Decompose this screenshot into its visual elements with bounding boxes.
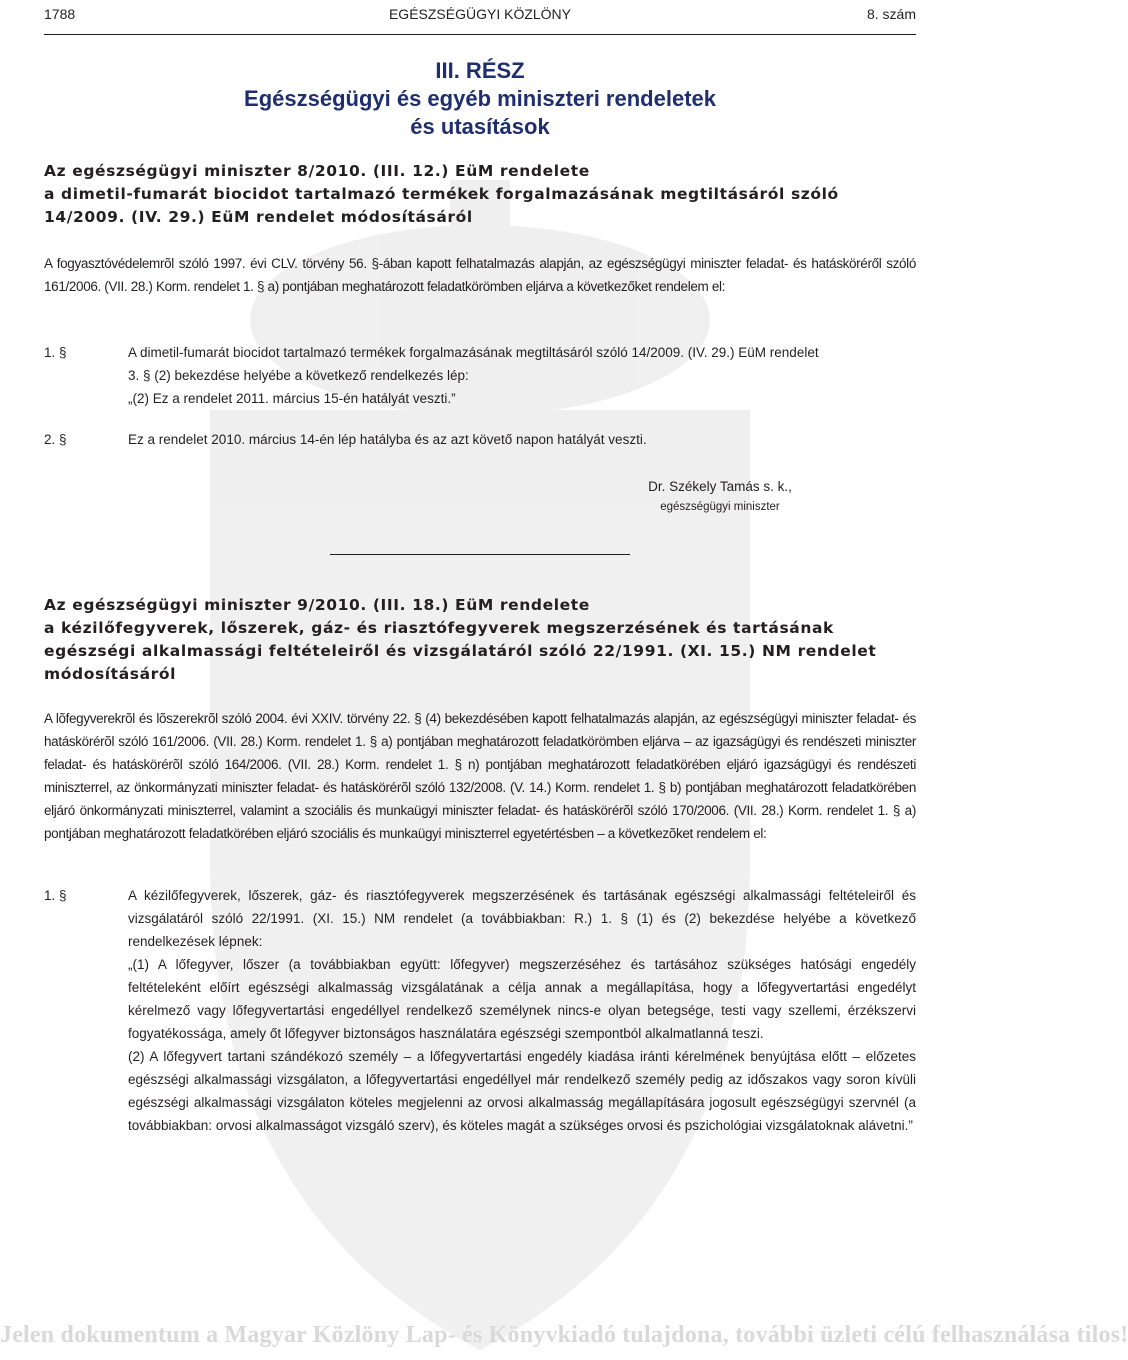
section-text: A dimetil-fumarát biocidot tartalmazó termékek forgalmazásának megtiltásáról szóló 14/2009. (IV. 29.) EüM rendelet 3. § (2) bekezdése helyébe a következő rendelkezés lép: „(2) Ez a rendelet 2011. március 15-én hatályát veszti.”: [128, 345, 819, 406]
decree2-title: Az egészségügyi miniszter 9/2010. (III. 18.) EüM rendelete a kézilőfegyverek, lőszerek, gáz- és riasztófegyverek megszerzésének és tartásának egészségi alkalmassági feltételeiről és vizsgálatáról szóló 22/1991. (XI. 15.) NM rendelet módosításáról: [44, 596, 877, 683]
part-heading: III. RÉSZ: [435, 58, 525, 83]
signer-name: Dr. Székely Tamás s. k.,: [648, 479, 792, 494]
section-paragraph-1: „(1) A lőfegyver, lőszer (a továbbiakban együtt: lőfegyver) megszerzéséhez és tartásához szükséges hatósági engedély feltételeként előírt egészségi alkalmasság vizsgálatának a célja annak a megállapítása, hogy a lőfegyvertartási engedélyt kérelmező vagy lőfegyvertartási engedéllyel rendelkező személynek nincs-e olyan betegsége, testi vagy szellemi, érzékszervi fogyatékossága, amely őt lőfegyver biztonságos használatára egészségi szempontból alkalmatlanná teszi.: [128, 957, 916, 1041]
header-rule: [44, 34, 916, 35]
decree1-preamble: A fogyasztóvédelemrõl szóló 1997. évi CLV. törvény 56. §-ában kapott felhatalmazás alapján, az egészségügyi miniszter feladat- és hatásköréről szóló 161/2006. (VII. 28.) Korm. rendelet 1. § a) pontjában meghatározott feladatkörömben eljárva a következőket rendelem el:: [44, 256, 916, 294]
page-number: 1788: [44, 6, 76, 22]
part-subtitle: és utasítások: [410, 114, 550, 139]
issue-number: 8. szám: [866, 6, 916, 22]
signer-role: egészségügyi miniszter: [660, 501, 780, 513]
decree1-signature: [590, 476, 850, 516]
part-title: Egészségügyi és egyéb miniszteri rendeletek: [244, 86, 716, 111]
decree2-preamble: A lõfegyverekrõl és lõszerekrõl szóló 2004. évi XXIV. törvény 22. § (4) bekezdésében kapott felhatalmazás alapján, az egészségügyi miniszter feladat- és hatáskörérõl szóló 161/2006. (VII. 28.) Korm. rendelet 1. § a) pontjában meghatározott feladatkörömben eljárva – az igazságügyi és rendészeti miniszter feladat- és hatáskörérõl szóló 164/2006. (VII. 28.) Korm. rendelet 1. § n) pontjában meghatározott feladatkörében eljáró igazságügyi és rendészeti miniszterrel, az önkormányzati miniszter feladat- és hatáskörérõl szóló 132/2008. (V. 14.) Korm. rendelet 1. § b) pontjában meghatározott feladatkörében eljáró önkormányzati miniszterrel, valamint a szociális és munkaügyi miniszter feladat- és hatáskörérõl szóló 170/2006. (VII. 28.) Korm. rendelet 1. § a) pontjában meghatározott feladatkörében eljáró szociális és munkaügyi miniszterrel egyetértésben – a következõket rendelem el:: [44, 711, 916, 841]
decree1-title: Az egészségügyi miniszter 8/2010. (III. 12.) EüM rendelete a dimetil-fumarát biocidot tartalmazó termékek forgalmazásának megtiltásáról szóló 14/2009. (IV. 29.) EüM rendelet módosításáról: [44, 162, 839, 226]
running-header: [44, 6, 916, 30]
section-paragraph-2: (2) A lőfegyvert tartani szándékozó személy – a lőfegyvertartási engedély kiadása iránti kérelmének benyújtása előtt – előzetes egészségi alkalmassági vizsgálaton, a lőfegyvertartási engedéllyel már rendelkező személy pedig az időszakos vagy soron kívüli egészségi alkalmassági vizsgálaton köteles megjelenni az orvosi alkalmasság megállapítására jogosult egészségügyi szervnél (a továbbiakban: orvosi alkalmasságot vizsgáló szerv), és köteles magát a szükséges orvosi és pszichológiai vizsgálatoknak alávetni.”: [128, 1049, 916, 1133]
journal-title: EGÉSZSÉGÜGYI KÖZLÖNY: [388, 6, 572, 22]
section-intro: A kézilőfegyverek, lőszerek, gáz- és riasztófegyverek megszerzésének és tartásának egészségi alkalmassági feltételeiről és vizsgálatáról szóló 22/1991. (XI. 15.) NM rendelet (a továbbiakban: R.) 1. § (1) és (2) bekezdése helyébe a következő rendelkezések lépnek:: [128, 888, 916, 949]
watermark-footer-text: Jelen dokumentum a Magyar Közlöny Lap- és Könyvkiadó tulajdona, további üzleti célú felhasználása tilos!: [0, 1322, 1128, 1348]
section-number: 1. §: [44, 888, 67, 903]
section-number: 2. §: [44, 432, 67, 447]
section-separator: [330, 554, 630, 555]
section-text: Ez a rendelet 2010. március 14-én lép hatályba és az azt követő napon hatályát veszti.: [128, 432, 647, 447]
section-number: 1. §: [44, 345, 67, 360]
section-text: [128, 884, 916, 1137]
